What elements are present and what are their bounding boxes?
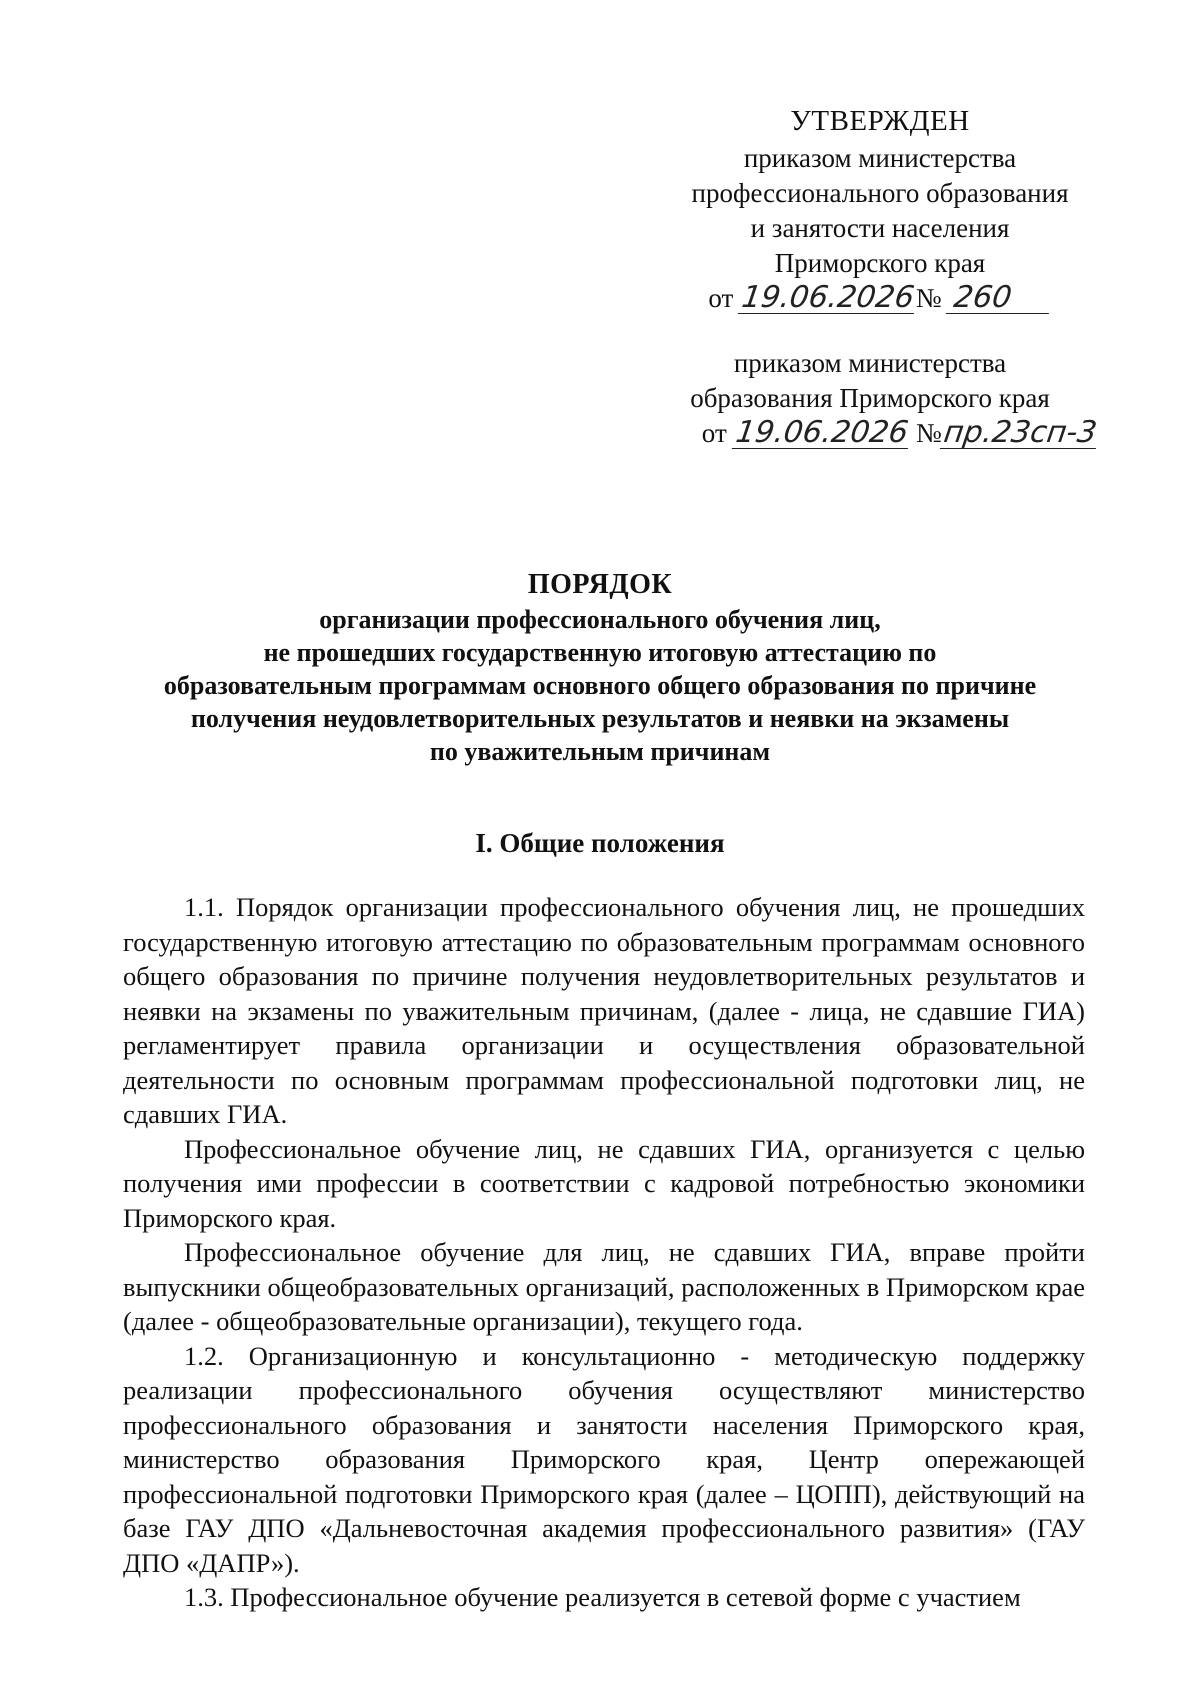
title-line: по уважительным причинам: [429, 737, 771, 766]
paragraph: 1.1. Порядок организации профессионального обучения лиц, не прошедших государственную итоговую аттестацию по образовательным программам основного общего образования по причине получения неудовлетворительных результатов и неявки на экзамены по уважительным причинам, (далее - лица, не сдавшие ГИА) регламентирует правила организации и осуществления образовательной деятельности по основным программам профессиональной подготовки лиц, не сдавших ГИА.: [123, 892, 1085, 1129]
title-line: получения неудовлетворительных результатов и неявки на экзамены: [190, 704, 1010, 733]
approval-date-line: [630, 416, 1110, 451]
approval-date-line: [640, 281, 1120, 316]
title-line: организации профессионального обучения лиц,: [319, 605, 881, 634]
number-prefix: №: [915, 283, 942, 313]
approval-line: и занятости населения: [750, 213, 1010, 243]
paragraph: 1.2. Организационную и консультационно - методическую поддержку реализации профессионального обучения осуществляют министерство профессионального образования и занятости населения Приморского края, министерство образования Приморского края, Центр опережающей профессиональной подготовки Приморского края (далее – ЦОПП), действующий на базе ГАУ ДПО «Дальневосточная академия профессионального развития» (ГАУ ДПО «ДАПР»).: [123, 1340, 1085, 1578]
handwritten-date: 19.06.2026: [739, 280, 917, 315]
approval-line: профессионального образования: [691, 178, 1069, 208]
approval-line: приказом министерства: [733, 348, 1007, 378]
section-heading: I. Общие положения: [475, 828, 725, 858]
date-prefix: от: [701, 418, 727, 448]
approval-line: образования Приморского края: [690, 383, 1050, 413]
document-title: [120, 568, 1080, 768]
approval-line: Приморского края: [774, 248, 986, 278]
date-prefix: от: [708, 283, 734, 313]
number-prefix: №: [916, 418, 942, 448]
handwritten-date: 19.06.2026: [733, 415, 910, 450]
paragraph: 1.3. Профессиональное обучение реализуется в сетевой форме с участием: [184, 1582, 1021, 1612]
paragraph: Профессиональное обучение для лиц, не сдавших ГИА, вправе пройти выпускники общеобразовательных организаций, расположенных в Приморском крае (далее - общеобразовательные организации), текущего года.: [123, 1237, 1085, 1336]
approved-label: УТВЕРЖДЕН: [790, 105, 970, 137]
document-body: [123, 890, 1085, 1615]
approval-stamp-block: [640, 104, 1120, 316]
approval-line: приказом министерства: [743, 143, 1017, 173]
paragraph: Профессиональное обучение лиц, не сдавших ГИА, организуется с целью получения ими профессии в соответствии с кадровой потребностью экономики Приморского края.: [123, 1133, 1085, 1233]
handwritten-number: 260: [946, 283, 1054, 314]
second-approval-block: [630, 346, 1110, 451]
handwritten-number: пр.23сп-3: [941, 415, 1099, 450]
title-main: ПОРЯДОК: [527, 569, 673, 600]
title-line: не прошедших государственную итоговую аттестацию по: [263, 638, 937, 667]
title-line: образовательным программам основного общего образования по причине: [163, 671, 1037, 700]
